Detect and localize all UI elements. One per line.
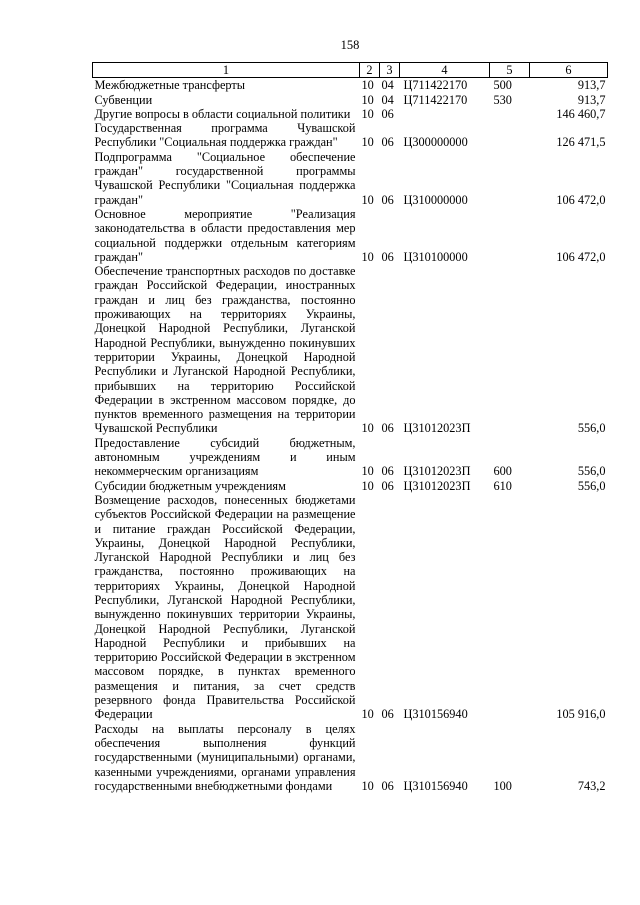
row-name: Межбюджетные трансферты [94,78,246,93]
column-header-expense-type: 5 [490,63,530,78]
row-target-article: Ц31012023П [403,478,471,493]
table-row [93,479,608,493]
row-expense-type [490,150,530,207]
row-section: 10 [361,78,374,93]
row-amount: 913,7 [577,92,606,107]
row-expense-type: 500 [493,78,512,93]
row-amount: 913,7 [577,78,606,93]
row-amount: 105 916,0 [556,707,606,722]
row-name: Подпрограмма "Социальное обеспечение граждан" государственной программы Чувашской Республики "Социальная поддержка граждан" [94,149,356,207]
table-row [93,436,608,479]
row-expense-type: 530 [493,92,512,107]
row-target-article [400,107,490,121]
table-row [93,722,608,793]
row-expense-type: 100 [493,778,512,793]
row-subsection: 06 [381,421,394,436]
table-row [93,150,608,207]
header-row [93,63,608,78]
row-name: Предоставление субсидий бюджетным, автономным учреждениям и иным некоммерческим организациям [94,435,356,479]
row-expense-type: 610 [493,478,512,493]
row-expense-type [490,207,530,264]
row-subsection: 06 [381,192,394,207]
row-amount: 556,0 [577,421,606,436]
row-section: 10 [361,478,374,493]
row-subsection: 04 [381,78,394,93]
row-expense-type [490,107,530,121]
row-target-article: Ц310156940 [403,778,468,793]
row-name: Обеспечение транспортных расходов по доставке граждан Российской Федерации, иностранных граждан и лиц без гражданства, постоянно проживающих на территориях Украины, Донецкой Народной Республики, Луганской Народной Республики, вынужденно покинувших территории Украины, Донецкой Народной Республики и Луганской Народной Республики, прибывших на территорию Российской Федерации в экстренном массовом порядке, до пунктов временного размещения на территории Чувашской Республики [94,264,356,436]
row-section: 10 [361,421,374,436]
row-expense-type [490,493,530,722]
table-row [93,107,608,121]
row-subsection: 06 [381,249,394,264]
row-subsection: 04 [381,92,394,107]
row-subsection: 06 [381,778,394,793]
row-section: 10 [361,464,374,479]
table-row [93,78,608,93]
row-section: 10 [361,249,374,264]
row-name: Возмещение расходов, понесенных бюджетами субъектов Российской Федерации на размещение и питание граждан Российской Федерации, Украины, Донецкой Народной Республики, Луганской Народной Республики и лиц без гражданства, постоянно проживающих на территориях Украины, Донецкой Народной Республики, Луганской Народной Республики, вынужденно покинувших территории Украины, Донецкой Народной Республики, Луганской Народной Республики и прибывших на территорию Российской Федерации в экстренном массовом порядке, в пунктах временного размещения и питания, за счет средств резервного фонда Правительства Российской Федерации [94,492,356,722]
table-row [93,121,608,150]
row-amount: 126 471,5 [556,135,606,150]
row-amount: 106 472,0 [556,192,606,207]
row-section: 10 [361,778,374,793]
row-target-article: Ц31012023П [403,421,471,436]
column-header-amount: 6 [530,63,608,78]
row-target-article: Ц31012023П [403,464,471,479]
row-subsection: 06 [381,106,394,121]
row-subsection: 06 [381,464,394,479]
row-amount: 556,0 [577,464,606,479]
row-target-article: Ц310100000 [403,249,468,264]
table-body [93,78,608,793]
row-name: Государственная программа Чувашской Республики "Социальная поддержка граждан" [94,121,356,150]
row-section: 10 [361,106,374,121]
row-name: Основное мероприятие "Реализация законодательства в области предоставления мер социальной поддержки отдельным категориям граждан" [94,206,356,264]
table-row [93,207,608,264]
row-target-article: Ц300000000 [403,135,468,150]
row-subsection: 06 [381,135,394,150]
row-amount: 106 472,0 [556,249,606,264]
column-header-target-article: 4 [400,63,490,78]
row-expense-type [490,121,530,150]
column-header-section: 2 [360,63,380,78]
row-expense-type: 600 [493,464,512,479]
row-expense-type [490,264,530,436]
row-amount: 743,2 [577,778,606,793]
row-section: 10 [361,135,374,150]
row-amount: 146 460,7 [556,106,606,121]
table-row [93,93,608,107]
table-header [93,63,608,78]
row-amount: 556,0 [577,478,606,493]
row-target-article: Ц310000000 [403,192,468,207]
row-name: Расходы на выплаты персоналу в целях обеспечения выполнения функций государственными (муниципальными) органами, казенными учреждениями, органами управления государственными внебюджетными фондами [94,721,356,793]
row-name: Субсидии бюджетным учреждениям [94,478,286,493]
row-section: 10 [361,192,374,207]
column-header-subsection: 3 [380,63,400,78]
row-subsection: 06 [381,478,394,493]
row-name: Субвенции [94,92,153,107]
row-subsection: 06 [381,707,394,722]
row-target-article: Ц310156940 [403,707,468,722]
page-number: 158 [340,38,360,52]
row-target-article: Ц711422170 [403,78,468,93]
row-name: Другие вопросы в области социальной политики [94,106,351,121]
table-row [93,264,608,436]
table-row [93,493,608,722]
row-target-article: Ц711422170 [403,92,468,107]
row-section: 10 [361,707,374,722]
column-header-name: 1 [93,63,360,78]
row-section: 10 [361,92,374,107]
budget-table [92,62,608,793]
